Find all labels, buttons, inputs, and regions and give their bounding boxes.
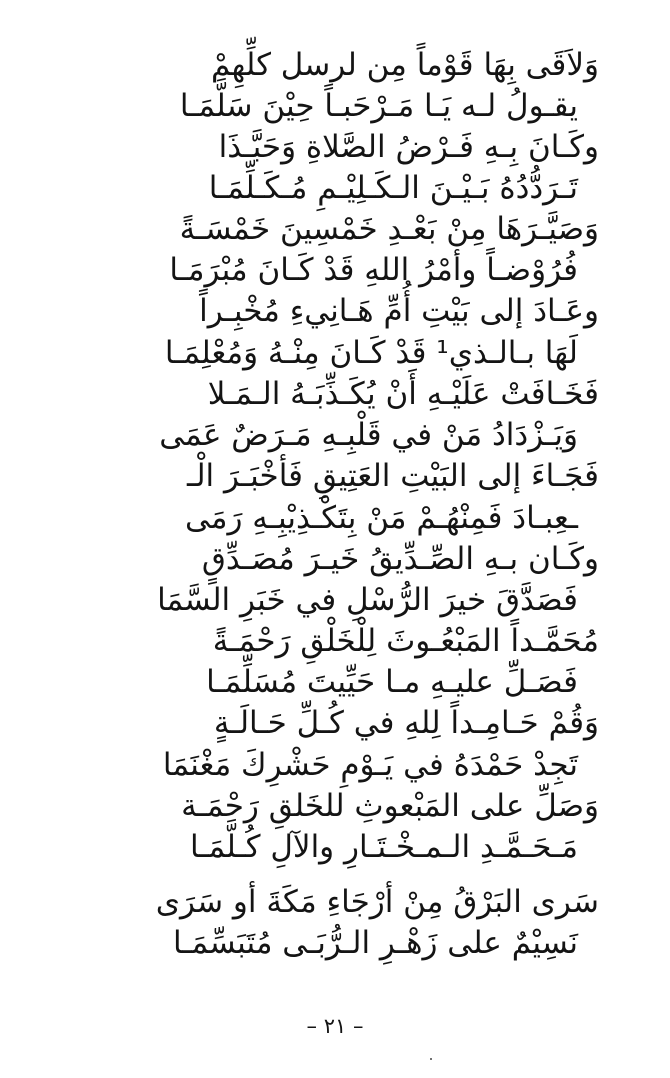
verse-line-21: سَرى البَرْقُ مِنْ أرْجَاءِ مَكَةَ أو سَرَى [155,884,599,920]
verse-line-9: فَخَـافَتْ عَلَيْـهِ أَنْ يُكَـذِّبَـهُ الـمَـلا [207,376,599,412]
verse-line-17: وَقُمْ حَـامِـداً لِلهِ في كُـلِّ حَـالَـةٍ [213,705,599,741]
verse-line-10: وَيَـزْدَادُ مَنْ في قَلْبِـهِ مَـرَضٌ عَمَى [159,417,578,453]
verse-line-16: فَصَـلِّ عليـهِ مـا حَيِّيتَ مُسَلِّمَـا [206,664,578,700]
verse-line-7: وعَـادَ إلى بَيْتِ أُمِّ هَـانِيءِ مُخْبِـراً [199,293,599,329]
verse-line-11: فَجَـاءَ إلى البَيْتِ العَتِيقِ فَأخْبَـرَ الْـ [187,458,599,494]
verse-line-18: تَجِدْ حَمْدَهُ في يَـوْمِ حَشْرِكَ مَغْنَمَا [162,747,578,783]
verse-line-2: يقـولُ لـه يَـا مَـرْحَبـاً حِيْنَ سَلَّمَـا [179,88,578,124]
verse-line-15: مُحَمَّـداً المَبْعُـوثَ لِلْخَلْقِ رَحْمَـةً [212,623,599,659]
verse-line-3: وكَـانَ بِـهِ فَـرْضُ الصَّلاةِ وَحَبَّـذَا [218,129,599,165]
verse-line-4: تَـرَدُّدُهُ بَـيْـنَ الـكَـلِيْـمِ مُـكَـلِّمَـا [208,170,578,206]
page-number: – ٢١ – [306,1014,364,1038]
verse-line-20: مَـحَـمَّـدِ الـمـخْـتَـارِ والآلِ كُـلَّمَـا [189,829,578,865]
print-speck [430,1058,432,1060]
verse-line-14: فَصَدَّقَ خيرَ الرُّسْلِ في خَبَرِ السَّمَا [157,582,578,618]
verse-line-19: وَصَلِّ على المَبْعوثِ للخَلقِ رَحْمَـة [181,788,599,824]
verse-line-12: ـعِبـادَ فَمِنْهُـمْ مَنْ بِتَكْـذِيْبِـهِ رَمَى [185,500,578,536]
verse-line-22: نَسِيْمٌ على زَهْـرِ الـرُّبَـى مُتَبَسِّمَـا [173,925,578,961]
verse-line-5: وَصَيَّـرَهَا مِنْ بَعْـدِ خَمْسِينَ خَمْسَـةً [179,211,599,247]
verse-line-13: وكَـان بـهِ الصِّـدِّيقُ خَيـرَ مُصَـدِّقٍ [201,541,599,577]
verse-line-6: فُرُوْضـاً وأمْرُ اللهِ قَدْ كَـانَ مُبْرَمَـا [169,252,578,288]
verse-line-8: لَهَا بـالـذي¹ قَدْ كَـانَ مِنْـهُ وَمُعْلِمَـا [164,335,578,371]
verse-line-1: وَلاَقَى بِهَا قَوْماً مِن لرسل كلِّهِمْ [211,47,599,83]
